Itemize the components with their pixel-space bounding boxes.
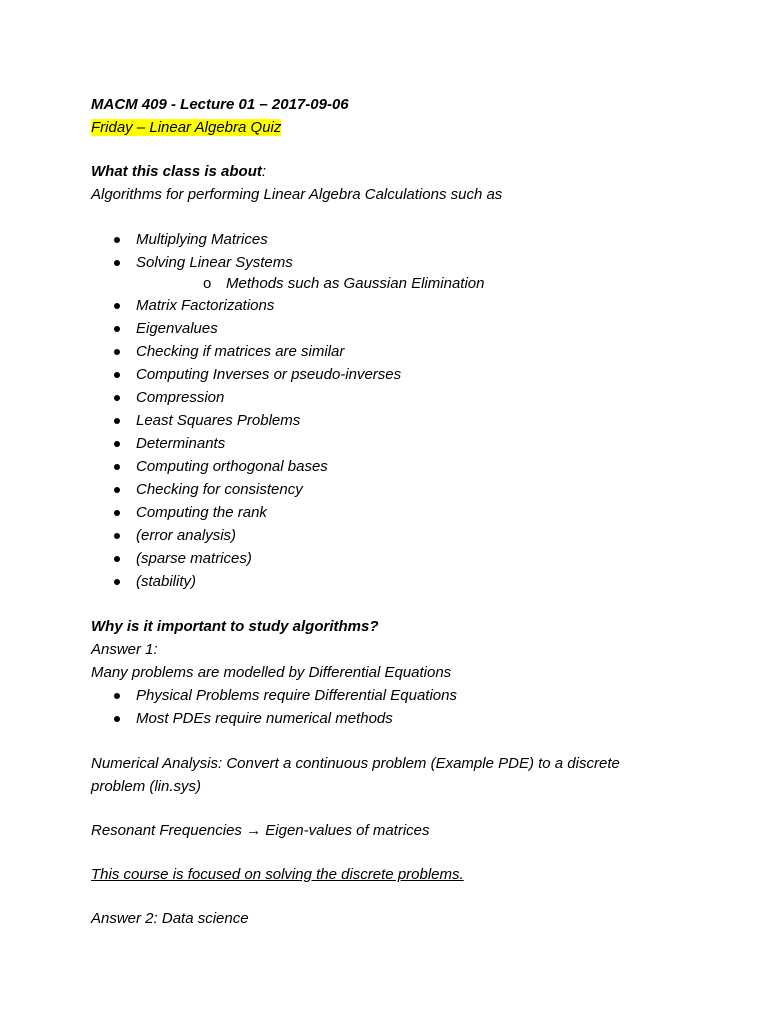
bullet-icon bbox=[114, 260, 120, 266]
bullet-icon bbox=[114, 556, 120, 562]
list-item: Least Squares Problems bbox=[91, 409, 691, 432]
list-item: Determinants bbox=[91, 432, 691, 455]
list-item: Compression bbox=[91, 386, 691, 409]
list-item: Solving Linear Systems o Methods such as Gaussian Elimination bbox=[91, 251, 691, 294]
bullet-icon bbox=[114, 510, 120, 516]
why-heading: Why is it important to study algorithms? bbox=[91, 618, 379, 635]
list-item: Checking if matrices are similar bbox=[91, 340, 691, 363]
list-item: Physical Problems require Differential Equations bbox=[91, 684, 691, 707]
list-item: Checking for consistency bbox=[91, 478, 691, 501]
sub-list bbox=[136, 274, 691, 294]
list-item: (stability) bbox=[91, 570, 691, 593]
bullet-icon bbox=[114, 326, 120, 332]
bullet-icon bbox=[114, 418, 120, 424]
bullet-icon bbox=[114, 487, 120, 493]
bullet-icon bbox=[114, 716, 120, 722]
resonant-frequencies: Resonant Frequencies → Eigen-values of matrices bbox=[91, 822, 430, 839]
list-item: (sparse matrices) bbox=[91, 547, 691, 570]
answer1-text: Many problems are modelled by Differential Equations bbox=[91, 664, 452, 681]
list-item: Eigenvalues bbox=[91, 317, 691, 340]
list-item: Computing Inverses or pseudo-inverses bbox=[91, 363, 691, 386]
bullet-icon bbox=[114, 579, 120, 585]
bullet-icon bbox=[114, 464, 120, 470]
quiz-highlight-note: Friday – Linear Algebra Quiz bbox=[91, 119, 282, 136]
about-heading-line bbox=[91, 160, 691, 183]
bullet-icon bbox=[114, 693, 120, 699]
list-item: Multiplying Matrices bbox=[91, 228, 691, 251]
bullet-icon bbox=[114, 303, 120, 309]
numerical-analysis-line-1: Numerical Analysis: Convert a continuous problem (Example PDE) to a discrete bbox=[91, 755, 620, 772]
bullet-icon bbox=[114, 395, 120, 401]
topics-list bbox=[91, 228, 691, 593]
answer1-label: Answer 1: bbox=[91, 641, 158, 658]
document-body bbox=[91, 93, 691, 930]
answer1-list bbox=[91, 684, 691, 730]
list-item: Computing the rank bbox=[91, 501, 691, 524]
about-heading: What this class is about bbox=[91, 163, 262, 180]
bullet-icon bbox=[114, 237, 120, 243]
lecture-title: MACM 409 - Lecture 01 – 2017-09-06 bbox=[91, 96, 349, 113]
bullet-icon bbox=[114, 441, 120, 447]
about-heading-colon: : bbox=[261, 163, 267, 180]
bullet-icon bbox=[114, 349, 120, 355]
about-intro: Algorithms for performing Linear Algebra Calculations such as bbox=[91, 186, 503, 203]
list-item: (error analysis) bbox=[91, 524, 691, 547]
hollow-bullet-icon: o bbox=[203, 275, 212, 292]
list-item: Computing orthogonal bases bbox=[91, 455, 691, 478]
list-item: Matrix Factorizations bbox=[91, 294, 691, 317]
answer2: Answer 2: Data science bbox=[91, 910, 249, 927]
bullet-icon bbox=[114, 372, 120, 378]
bullet-icon bbox=[114, 533, 120, 539]
sub-list-item: o Methods such as Gaussian Elimination bbox=[203, 275, 485, 292]
list-item: Most PDEs require numerical methods bbox=[91, 707, 691, 730]
course-focus-statement: This course is focused on solving the discrete problems. bbox=[91, 866, 464, 883]
numerical-analysis-line-2: problem (lin.sys) bbox=[91, 778, 202, 795]
